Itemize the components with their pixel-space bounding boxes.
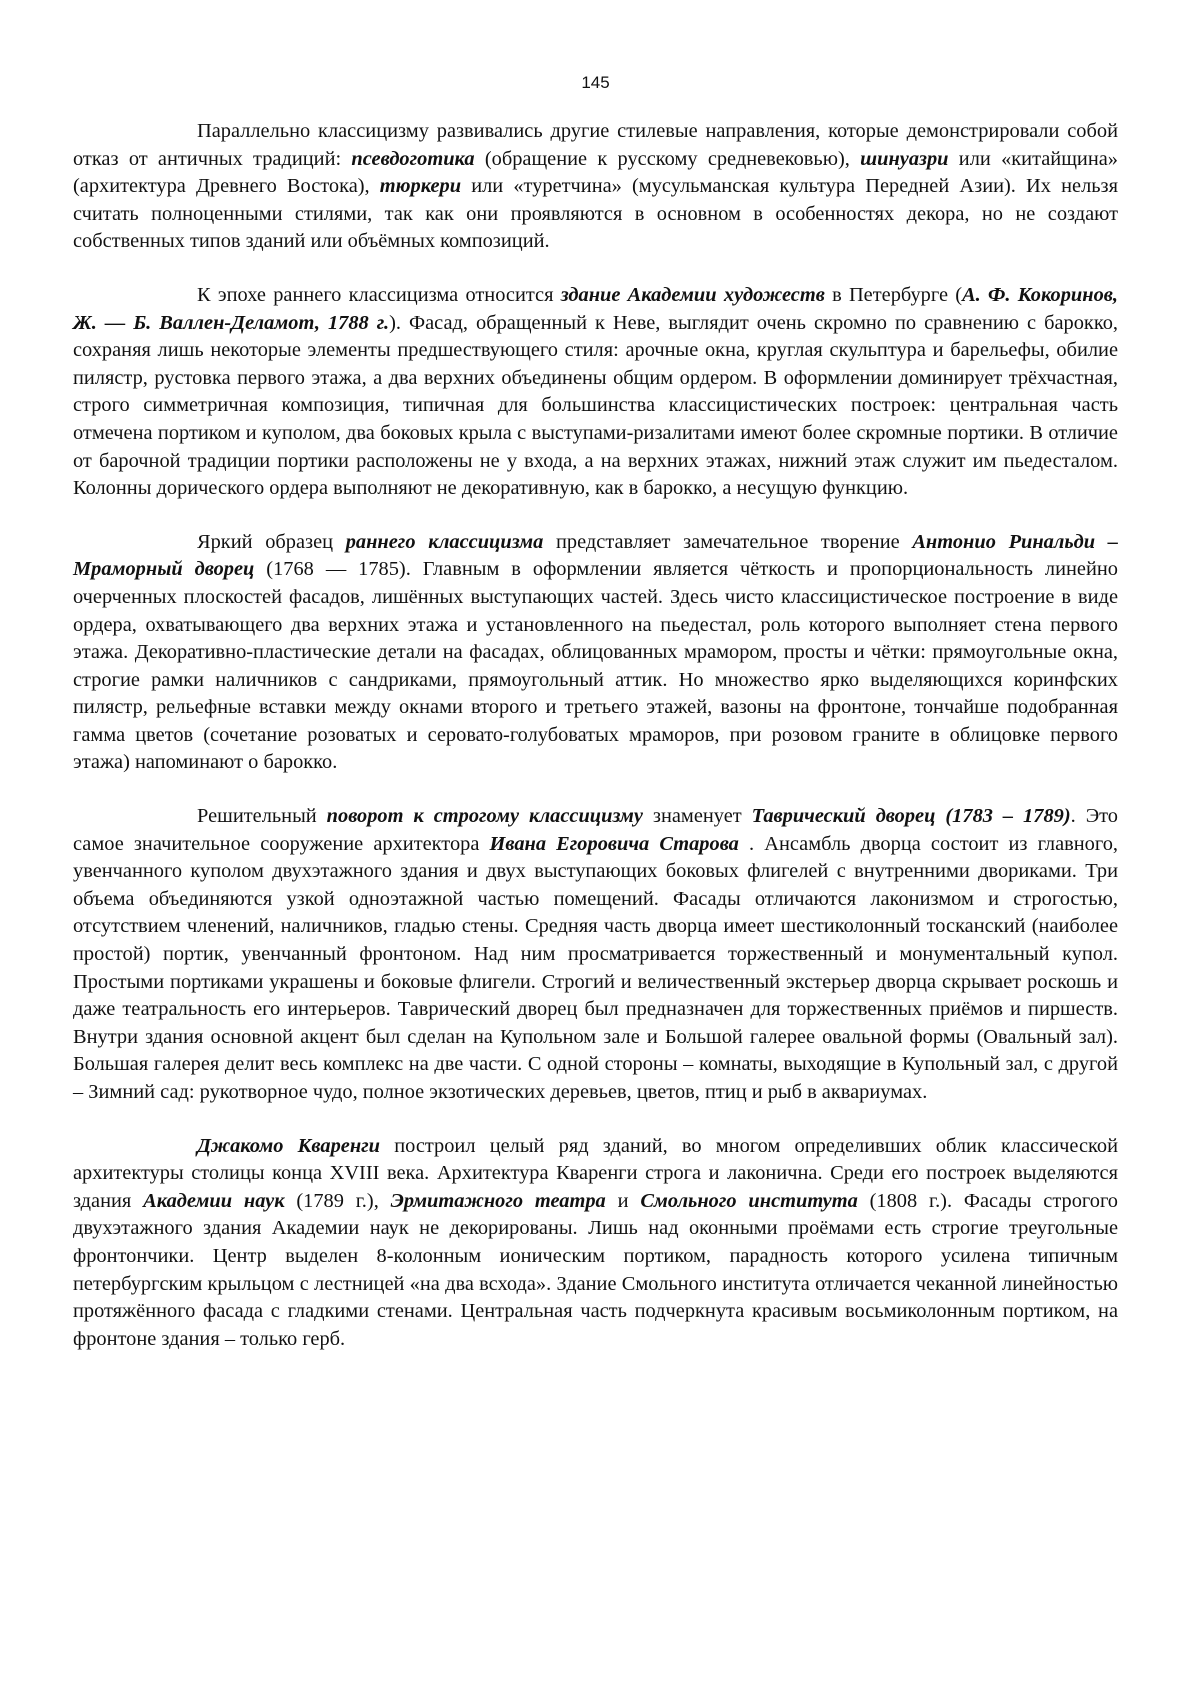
text-run: знаменует bbox=[642, 805, 752, 828]
emphasized-term: Джакомо Кваренги bbox=[197, 1134, 381, 1157]
emphasized-term: Эрмитажного театра bbox=[390, 1189, 606, 1212]
text-run: К эпохе раннего классицизма относится bbox=[197, 283, 561, 306]
text-run: . Это самое значительное сооружение архитектора bbox=[73, 805, 1118, 855]
text-run: построил целый ряд зданий, во многом определивших облик классической архитектуры столицы конца XVIII века. Архитектура Кваренги строга и лаконична. Среди его построек выделяются здания bbox=[73, 1134, 1118, 1212]
text-run: и bbox=[605, 1189, 641, 1212]
text-run: или «туретчина» (мусульманская культура Передней Азии). Их нельзя считать полноценными стилями, так как они проявляются в основном в особенностях декора, но не создают собственных типов зданий или объёмных композиций. bbox=[73, 175, 1118, 253]
text-run: Решительный bbox=[197, 805, 327, 828]
text-run: или «китайщина» (архитектура Древнего Востока), bbox=[73, 147, 1118, 198]
paragraph-tauride-palace bbox=[73, 803, 1118, 1107]
paragraph-marble-palace bbox=[73, 529, 1118, 777]
emphasized-term: тюркери bbox=[379, 175, 462, 198]
text-run: (1808 г.). Фасады строгого двухэтажного здания Академии наук не декорированы. Лишь над оконными проёмами есть строгие треугольные фронтончики. Центр выделен 8-колонным ионическим портиком, парадность которого усилена типичным петербургским крыльцом с лестницей «на два всхода». Здание Смольного института отличается чеканной линейностью протяжённого фасада с гладкими стенами. Центральная часть подчеркнута красивым восьмиколонным портиком, на фронтоне здания – только герб. bbox=[73, 1189, 1118, 1350]
text-run: представляет замечательное творение bbox=[543, 530, 913, 553]
paragraph-academy-of-arts bbox=[73, 282, 1118, 503]
emphasized-term: А. Ф. Кокоринов, Ж. — Б. Валлен-Деламот, 1788 г. bbox=[73, 283, 1118, 334]
page-number: 145 bbox=[581, 73, 610, 92]
emphasized-term: Таврический дворец (1783 – 1789) bbox=[751, 805, 1071, 828]
emphasized-term: шинуазри bbox=[860, 147, 949, 170]
paragraph-pseudo-styles bbox=[73, 118, 1118, 256]
emphasized-term: поворот к строгому классицизму bbox=[326, 805, 643, 828]
text-run: Параллельно классицизму развивались другие стилевые направления, которые демонстрировали собой отказ от античных традиций: bbox=[73, 120, 1118, 170]
emphasized-term: раннего классицизма bbox=[345, 530, 544, 553]
text-run: (1768 — 1785). Главным в оформлении является чёткость и пропорциональность линейно очерченных плоскостей фасадов, лишённых выступающих частей. Здесь чисто классицистическое построение в виде ордера, охватывающего два верхних этажа и установленного на пьедестал, роль которого выполняет стена первого этажа. Декоративно-пластические детали на фасадах, облицованных мрамором, просты и чётки: прямоугольные окна, строгие рамки наличников с сандриками, прямоугольный аттик. Но множество ярко выделяющихся коринфских пилястр, рельефные вставки между окнами второго и третьего этажей, вазоны на фронтоне, тончайше подобранная гамма цветов (сочетание розоватых и серовато-голубоватых мраморов, при розовом граните в облицовке первого этажа) напоминают о барокко. bbox=[73, 558, 1118, 774]
text-run: (1789 г.), bbox=[284, 1189, 391, 1212]
emphasized-term: Антонио Ринальди – Мраморный дворец bbox=[73, 530, 1118, 581]
text-run: ). Фасад, обращенный к Неве, выглядит очень скромно по сравнению с барокко, сохраняя лишь некоторые элементы предшествующего стиля: арочные окна, круглая скульптура и барельефы, обилие пилястр, рустовка первого этажа, а два верхних объединены общим ордером. В оформлении доминирует трёхчастная, строго симметричная композиция, типичная для большинства классицистических построек: центральная часть отмечена портиком и куполом, два боковых крыла с выступами-ризалитами имеют более скромные портики. В отличие от барочной традиции портики расположены не у входа, а на верхних этажах, нижний этаж служит им пьедесталом. Колонны дорического ордера выполняют не декоративную, как в барокко, а несущую функцию. bbox=[73, 311, 1118, 500]
text-run: . Ансамбль дворца состоит из главного, увенчанного куполом двухэтажного здания и двух выступающих боковых флигелей с внутренними двориками. Три объема объединяются узкой одноэтажной частью помещений. Фасады отличаются лаконизмом и строгостью, отсутствием членений, наличников, гладью стены. Средняя часть дворца имеет шестиколонный тосканский (наиболее простой) портик, увенчанный фронтоном. Над ним просматривается торжественный и монументальный купол. Простыми портиками украшены и боковые флигели. Строгий и величественный экстерьер дворца скрывает роскошь и даже театральность его интерьеров. Таврический дворец был предназначен для торжественных приёмов и пиршеств. Внутри здания основной акцент был сделан на Купольном зале и Большой галерее овальной формы (Овальный зал). Большая галерея делит весь комплекс на две части. С одной стороны – комнаты, выходящие в Купольный зал, с другой – Зимний сад: рукотворное чудо, полное экзотических деревьев, цветов, птиц и рыб в аквариумах. bbox=[73, 832, 1119, 1103]
text-run: Яркий образец bbox=[197, 530, 346, 553]
text-run: в Петербурге ( bbox=[824, 283, 963, 306]
emphasized-term: Смольного института bbox=[640, 1189, 858, 1212]
emphasized-term: псевдоготика bbox=[351, 147, 475, 170]
text-run: (обращение к русскому средневековью), bbox=[474, 147, 861, 170]
emphasized-term: здание Академии художеств bbox=[560, 283, 825, 306]
emphasized-term: Академии наук bbox=[143, 1189, 285, 1212]
paragraph-quarenghi bbox=[73, 1133, 1118, 1354]
emphasized-term: Ивана Егоровича Старова bbox=[489, 832, 739, 855]
